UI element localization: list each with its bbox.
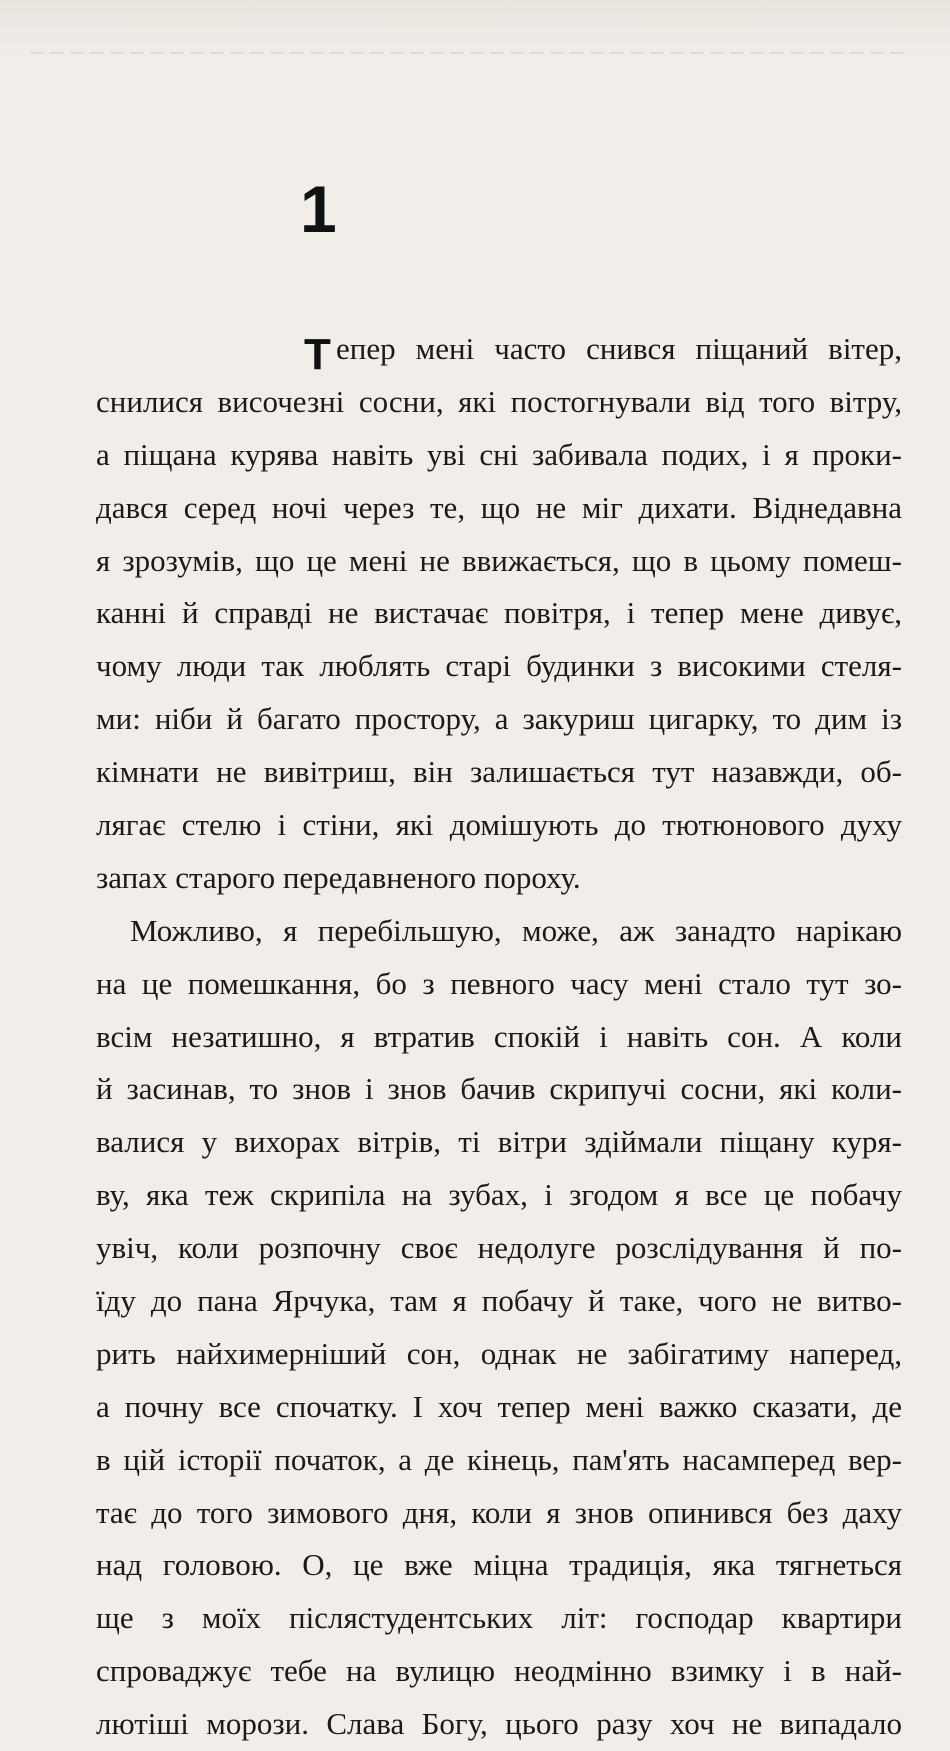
paragraph-1-line: канні й справді не вистачає повітря, і тепер мене дивує, xyxy=(96,595,902,631)
paragraph-2-line: їду до пана Ярчука, там я побачу й таке, чого не витво- xyxy=(96,1283,902,1319)
paragraph-2-line: лютіші морози. Слава Богу, цього разу хоч не випадало xyxy=(96,1706,902,1742)
page-top-shadow xyxy=(0,0,950,60)
paragraph-1-line-1-text: епер мені часто снився піщаний вітер, xyxy=(336,331,902,366)
paragraph-2-line: над головою. О, це вже міцна традиція, яка тягнеться xyxy=(96,1547,902,1583)
body-text xyxy=(96,323,902,1751)
paragraph-2-line: рить найхимерніший сон, однак не забігатиму наперед, xyxy=(96,1335,902,1371)
paragraph-2-line: валися у вихорах вітрів, ті вітри здіймали піщану куря- xyxy=(96,1124,902,1160)
paragraph-1-line: ми: ніби й багато простору, а закуриш цигарку, то дим із xyxy=(96,701,902,737)
bleed-through-text xyxy=(30,52,910,54)
paragraph-1-line: снилися височезні сосни, які постогнували від того вітру, xyxy=(96,383,902,419)
paragraph-1-line: а піщана курява навіть уві сні забивала подих, і я проки- xyxy=(96,436,902,472)
paragraph-2-line: а почну все спочатку. І хоч тепер мені важко сказати, де xyxy=(96,1388,902,1424)
paragraph-2-line: ще з моїх післястудентських літ: господар квартири xyxy=(96,1600,902,1636)
paragraph-2-line: Можливо, я перебільшую, може, аж занадто нарікаю xyxy=(130,912,902,948)
paragraph-2-line: на це помешкання, бо з певного часу мені стало тут зо- xyxy=(96,965,902,1001)
paragraph-2-line: всім незатишно, я втратив спокій і навіть сон. А коли xyxy=(96,1018,902,1054)
paragraph-1-line: дався серед ночі через те, що не міг дихати. Віднедавна xyxy=(96,489,902,525)
paragraph-1-line: кімнати не вивітриш, він залишається тут назавжди, об- xyxy=(96,754,902,790)
paragraph-1-line: лягає стелю і стіни, які домішують до тютюнового духу xyxy=(96,807,902,843)
chapter-number: 1 xyxy=(300,172,337,246)
paragraph-1-line: запах старого передавненого пороху. xyxy=(96,859,581,895)
paragraph-1-line-1 xyxy=(96,323,902,379)
paragraph-1-line: я зрозумів, що це мені не ввижається, що в цьому помеш- xyxy=(96,542,902,578)
paragraph-2-line: спроваджує тебе на вулицю неодмінно взимку і в най- xyxy=(96,1653,902,1689)
paragraph-1-line: чому люди так люблять старі будинки з високими стеля- xyxy=(96,648,902,684)
drop-cap: Т xyxy=(304,330,331,379)
paragraph-2-line: й засинав, то знов і знов бачив скрипучі сосни, які коли- xyxy=(96,1071,902,1107)
paragraph-2-line: в цій історії початок, а де кінець, пам'ять насамперед вер- xyxy=(96,1441,902,1477)
paragraph-2-line: увіч, коли розпочну своє недолуге розслідування й по- xyxy=(96,1230,902,1266)
paragraph-2-line: ву, яка теж скрипіла на зубах, і згодом я все це побачу xyxy=(96,1177,902,1213)
paragraph-2-line: тає до того зимового дня, коли я знов опинився без даху xyxy=(96,1494,902,1530)
